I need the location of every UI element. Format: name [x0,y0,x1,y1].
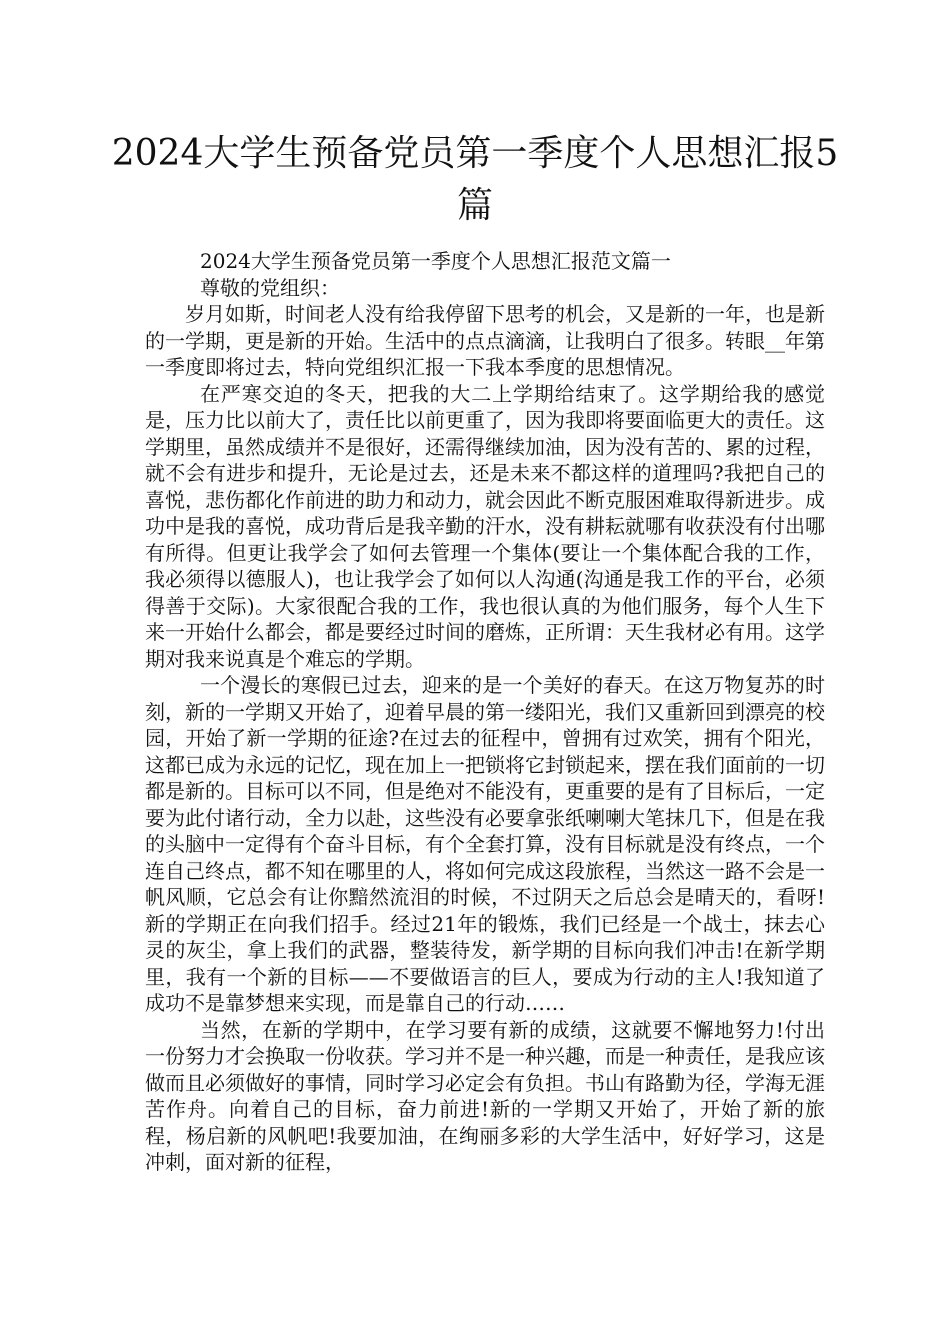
subheading: 2024大学生预备党员第一季度个人思想汇报范文篇一 [200,249,671,273]
paragraph-2: 在严寒交迫的冬天，把我的大二上学期给结束了。这学期给我的感觉是，压力比以前大了，责任比以前更重了，因为我即将要面临更大的责任。这学期里，虽然成绩并不是很好，还需得继续加油，因为没有苦的、累的过程，就不会有进步和提升，无论是过去，还是未来不都这样的道理吗?我把自己的喜悦，悲伤都化作前进的助力和动力，就会因此不断克服困难取得新进步。成功中是我的喜悦，成功背后是我辛勤的汗水，没有耕耘就哪有收获没有付出哪有所得。但更让我学会了如何去管理一个集体(要让一个集体配合我的工作，我必须得以德服人)，也让我学会了如何以人沟通(沟通是我工作的平台，必须得善于交际)。大家很配合我的工作，我也很认真的为他们服务，每个人生下来一开始什么都会，都是要经过时间的磨炼，正所谓：天生我材必有用。这学期对我来说真是个难忘的学期。 [145,381,825,671]
paragraph-1: 岁月如斯，时间老人没有给我停留下思考的机会，又是新的一年，也是新的一学期，更是新的开始。生活中的点点滴滴，让我明白了很多。转眼__年第一季度即将过去，特向党组织汇报一下我本季度的思想情况。 [145,302,825,379]
paragraph-3: 一个漫长的寒假已过去，迎来的是一个美好的春天。在这万物复苏的时刻，新的一学期又开始了，迎着早晨的第一缕阳光，我们又重新回到漂亮的校园，开始了新一学期的征途?在过去的征程中，曾拥有过欢笑，拥有个阳光，这都已成为永远的记忆，现在加上一把锁将它封锁起来，摆在我们面前的一切都是新的。目标可以不同，但是绝对不能没有，更重要的是有了目标后，一定要为此付诸行动，全力以赴，这些没有必要拿张纸喇喇大笔抹几下，但是在我的头脑中一定得有个奋斗目标，有个全套打算，没有目标就是没有终点，一个连自己终点，都不知在哪里的人，将如何完成这段旅程，当然这一路不会是一帆风顺，它总会有让你黯然流泪的时候，不过阴天之后总会是晴天的，看呀!新的学期正在向我们招手。经过21年的锻炼，我们已经是一个战士，抹去心灵的灰尘，拿上我们的武器，整装待发，新学期的目标向我们冲击!在新学期里，我有一个新的目标——不要做语言的巨人，要成为行动的主人!我知道了成功不是靠梦想来实现，而是靠自己的行动…… [145,673,825,1015]
paragraph-4: 当然，在新的学期中，在学习要有新的成绩，这就要不懈地努力!付出一份努力才会换取一份收获。学习并不是一种兴趣，而是一种责任，是我应该做而且必须做好的事情，同时学习必定会有负担。书山有路勤为径，学海无涯苦作舟。向着自己的目标，奋力前进!新的一学期又开始了，开始了新的旅程，杨启新的风帆吧!我要加油，在绚丽多彩的大学生活中，好好学习，这是冲刺，面对新的征程， [145,1017,825,1174]
document-body [145,248,825,1176]
document-title: 2024大学生预备党员第一季度个人思想汇报5篇 [111,133,839,226]
salutation: 尊敬的党组织： [200,275,340,300]
